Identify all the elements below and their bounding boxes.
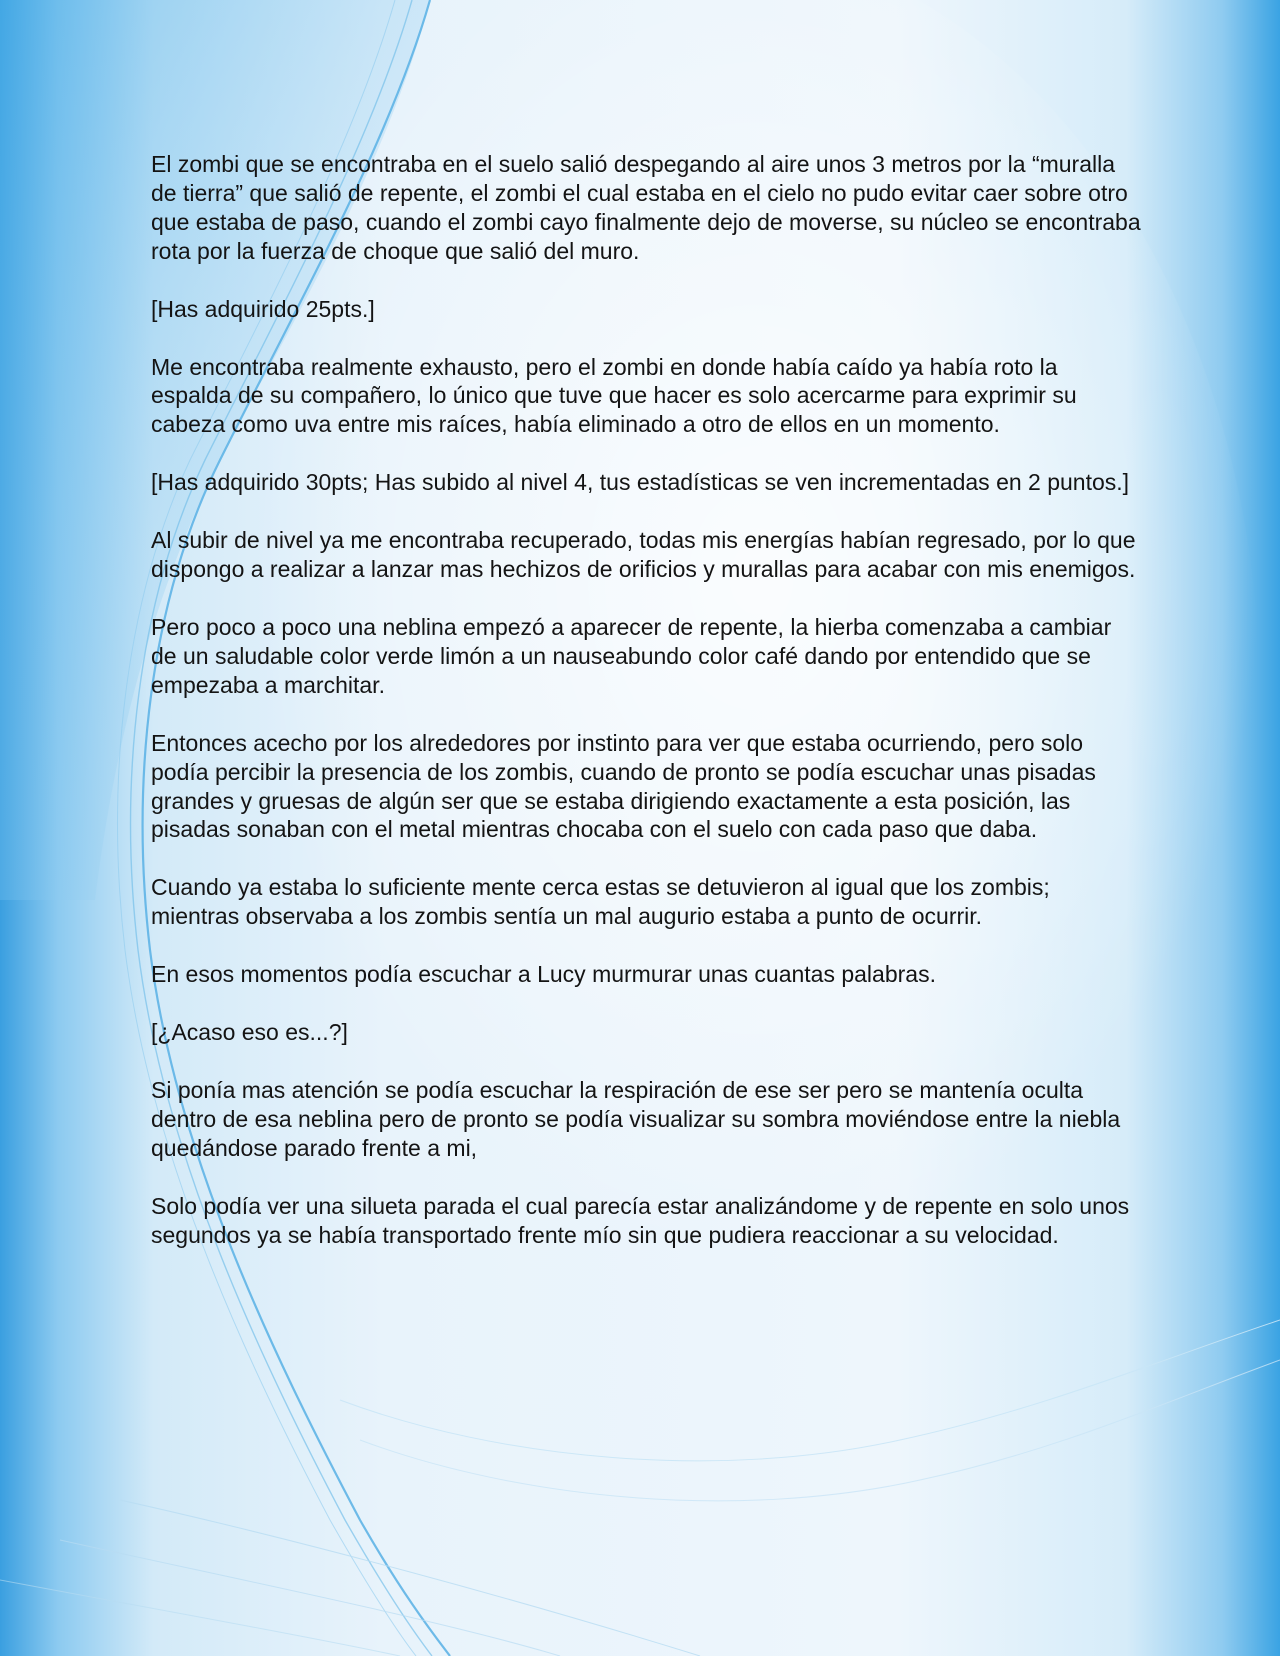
paragraph: En esos momentos podía escuchar a Lucy murmurar unas cuantas palabras. bbox=[151, 961, 936, 988]
paragraph: Si ponía mas atención se podía escuchar la respiración de ese ser pero se mantenía oculta dentro de esa neblina pero de pronto se podía visualizar su sombra moviéndose entre la niebla quedándose parado frente a mi, bbox=[151, 1076, 1121, 1161]
paragraph: Me encontraba realmente exhausto, pero el zombi en donde había caído ya había roto la espalda de su compañero, lo único que tuve que hacer es solo acercarme para exprimir su cabeza como uva entre mis raíces, había eliminado a otro de ellos en un momento. bbox=[151, 353, 1077, 438]
paragraph: [Has adquirido 30pts; Has subido al nivel 4, tus estadísticas se ven incrementadas en 2 puntos.] bbox=[151, 469, 1130, 496]
paragraph: El zombi que se encontraba en el suelo salió despegando al aire unos 3 metros por la “muralla de tierra” que salió de repente, el zombi el cual estaba en el cielo no pudo evitar caer sobre otro que estaba de paso, cuando el zombi cayo finalmente dejo de moverse, su núcleo se encontraba rota por la fuerza de choque que salió del muro. bbox=[151, 151, 1141, 264]
paragraph: [¿Acaso eso es...?] bbox=[151, 1019, 348, 1046]
paragraph: Entonces acecho por los alrededores por instinto para ver que estaba ocurriendo, pero solo podía percibir la presencia de los zombis, cuando de pronto se podía escuchar unas pisadas grandes y gruesas de algún ser que se estaba dirigiendo exactamente a esta posición, las pisadas sonaban con el metal mientras chocaba con el suelo con cada paso que daba. bbox=[151, 729, 1096, 843]
body-text bbox=[151, 150, 1141, 1278]
paragraph: Cuando ya estaba lo suficiente mente cerca estas se detuvieron al igual que los zombis; mientras observaba a los zombis sentía un mal augurio estaba a punto de ocurrir. bbox=[151, 874, 1050, 930]
paragraph: Solo podía ver una silueta parada el cual parecía estar analizándome y de repente en solo unos segundos ya se había transportado frente mío sin que pudiera reaccionar a su velocidad. bbox=[151, 1192, 1130, 1248]
paragraph: Pero poco a poco una neblina empezó a aparecer de repente, la hierba comenzaba a cambiar de un saludable color verde limón a un nauseabundo color café dando por entendido que se empezaba a marchitar. bbox=[151, 613, 1112, 698]
paragraph: Al subir de nivel ya me encontraba recuperado, todas mis energías habían regresado, por lo que dispongo a realizar a lanzar mas hechizos de orificios y murallas para acabar con mis enemigos. bbox=[151, 527, 1136, 583]
paragraph: [Has adquirido 25pts.] bbox=[151, 295, 375, 322]
